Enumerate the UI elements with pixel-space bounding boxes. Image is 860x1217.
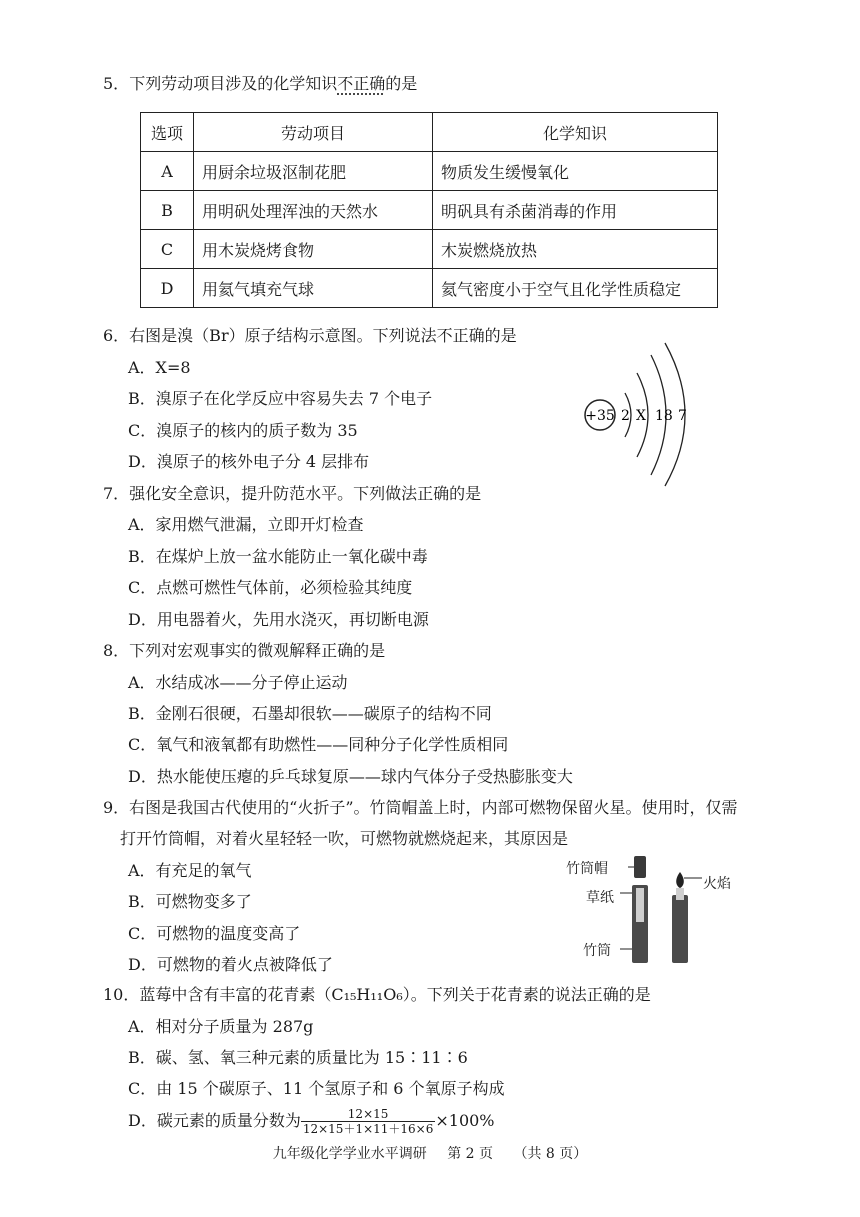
page-footer [0,1143,860,1163]
q8-option-c: C．氧气和液氧都有助燃性——同种分子化学性质相同 [128,735,509,754]
table-cell: D [141,269,194,308]
table-cell: A [141,152,194,191]
q6-stem: 6．右图是溴（Br）原子结构示意图。下列说法不正确的是 [103,326,517,345]
q10-option-c: C．由 15 个碳原子、11 个氢原子和 6 个氧原子构成 [128,1079,505,1098]
q9-option-b: B．可燃物变多了 [128,892,252,911]
table-cell: 木炭燃烧放热 [433,230,718,269]
q9-stem-line2: 打开竹筒帽，对着火星轻轻一吹，可燃物就燃烧起来，其原因是 [120,829,569,848]
q8-option-a: A．水结成冰——分子停止运动 [128,673,348,692]
fire-starter-figure [610,848,710,968]
bamboo-cap [634,856,646,878]
table-header: 选项 [141,113,194,152]
q8-option-b: B．金刚石很硬，石墨却很软——碳原子的结构不同 [128,704,492,723]
q5-table [140,112,718,308]
q10-option-d: D．碳元素的质量分数为 $\frac{12\times 15}{12\times 15+1\times 11+16\times 6}$ ×100% [128,1107,495,1136]
fig-label-flame: 火焰 [703,876,731,892]
table-cell: 氦气密度小于空气且化学性质稳定 [433,269,718,308]
nucleus-charge: +35 [585,408,615,424]
q7-option-d: D．用电器着火，先用水浇灭，再切断电源 [128,610,429,629]
q7-option-a: A．家用燃气泄漏，立即开灯检查 [128,515,364,534]
table-cell: 用厨余垃圾沤制花肥 [194,152,433,191]
shell-electron-count: 7 [678,408,687,424]
fig-label-cap: 竹筒帽 [566,861,608,877]
table-cell: 明矾具有杀菌消毒的作用 [433,191,718,230]
table-row [141,152,718,191]
q6-option-d: D．溴原子的核外电子分 4 层排布 [128,452,370,471]
fig-label-tube: 竹筒 [583,943,611,959]
shell-electron-count: 18 [655,408,673,424]
q7-option-b: B．在煤炉上放一盆水能防止一氧化碳中毒 [128,547,428,566]
table-cell: 用木炭烧烤食物 [194,230,433,269]
footer-page: 第 2 页 [447,1146,493,1162]
q10-option-b: B．碳、氢、氧三种元素的质量比为 15∶11∶6 [128,1048,468,1067]
table-header-row [141,113,718,152]
footer-title: 九年级化学学业水平调研 [272,1146,427,1162]
q9-option-c: C．可燃物的温度变高了 [128,924,301,943]
table-header: 化学知识 [433,113,718,152]
q9-option-a: A．有充足的氧气 [128,861,252,880]
emphasis-text: 不正确 [337,74,386,93]
bamboo-tube-open [672,895,688,963]
table-cell: 用明矾处理浑浊的天然水 [194,191,433,230]
shell-electron-count: X [636,408,646,424]
q6-option-c: C．溴原子的核内的质子数为 35 [128,421,358,440]
table-cell: 用氦气填充气球 [194,269,433,308]
table-row [141,269,718,308]
q7-option-c: C．点燃可燃性气体前，必须检验其纯度 [128,578,413,597]
q10-option-a: A．相对分子质量为 287g [128,1017,314,1036]
footer-total: （共 8 页） [513,1146,588,1162]
table-header: 劳动项目 [194,113,433,152]
q5-stem: 5．下列劳动项目涉及的化学知识不正确的是 [103,74,418,93]
q8-stem: 8．下列对宏观事实的微观解释正确的是 [103,641,386,660]
bromine-atom-diagram [575,338,715,488]
table-row [141,191,718,230]
table-row [141,230,718,269]
q6-option-a: A．X=8 [128,358,191,377]
q6-option-b: B．溴原子在化学反应中容易失去 7 个电子 [128,389,433,408]
shell-electron-count: 2 [621,408,630,424]
q8-option-d: D．热水能使压瘪的乒乓球复原——球内气体分子受热膨胀变大 [128,767,573,786]
q9-stem-line1: 9．右图是我国古代使用的“火折子”。竹筒帽盖上时，内部可燃物保留火星。使用时，仅需 [103,798,738,817]
table-cell: C [141,230,194,269]
paper-core [636,888,644,922]
flame-icon [676,872,684,888]
fig-label-paper: 草纸 [586,890,614,906]
q7-stem: 7．强化安全意识，提升防范水平。下列做法正确的是 [103,484,482,503]
table-cell: 物质发生缓慢氧化 [433,152,718,191]
table-cell: B [141,191,194,230]
q10-stem: 10．蓝莓中含有丰富的花青素（C₁₅H₁₁O₆）。下列关于花青素的说法正确的是 [103,985,651,1004]
mass-fraction-formula: $\frac{12\times 15}{12\times 15+1\times 11+16\times 6}$ [302,1107,434,1136]
q9-option-d: D．可燃物的着火点被降低了 [128,955,333,974]
